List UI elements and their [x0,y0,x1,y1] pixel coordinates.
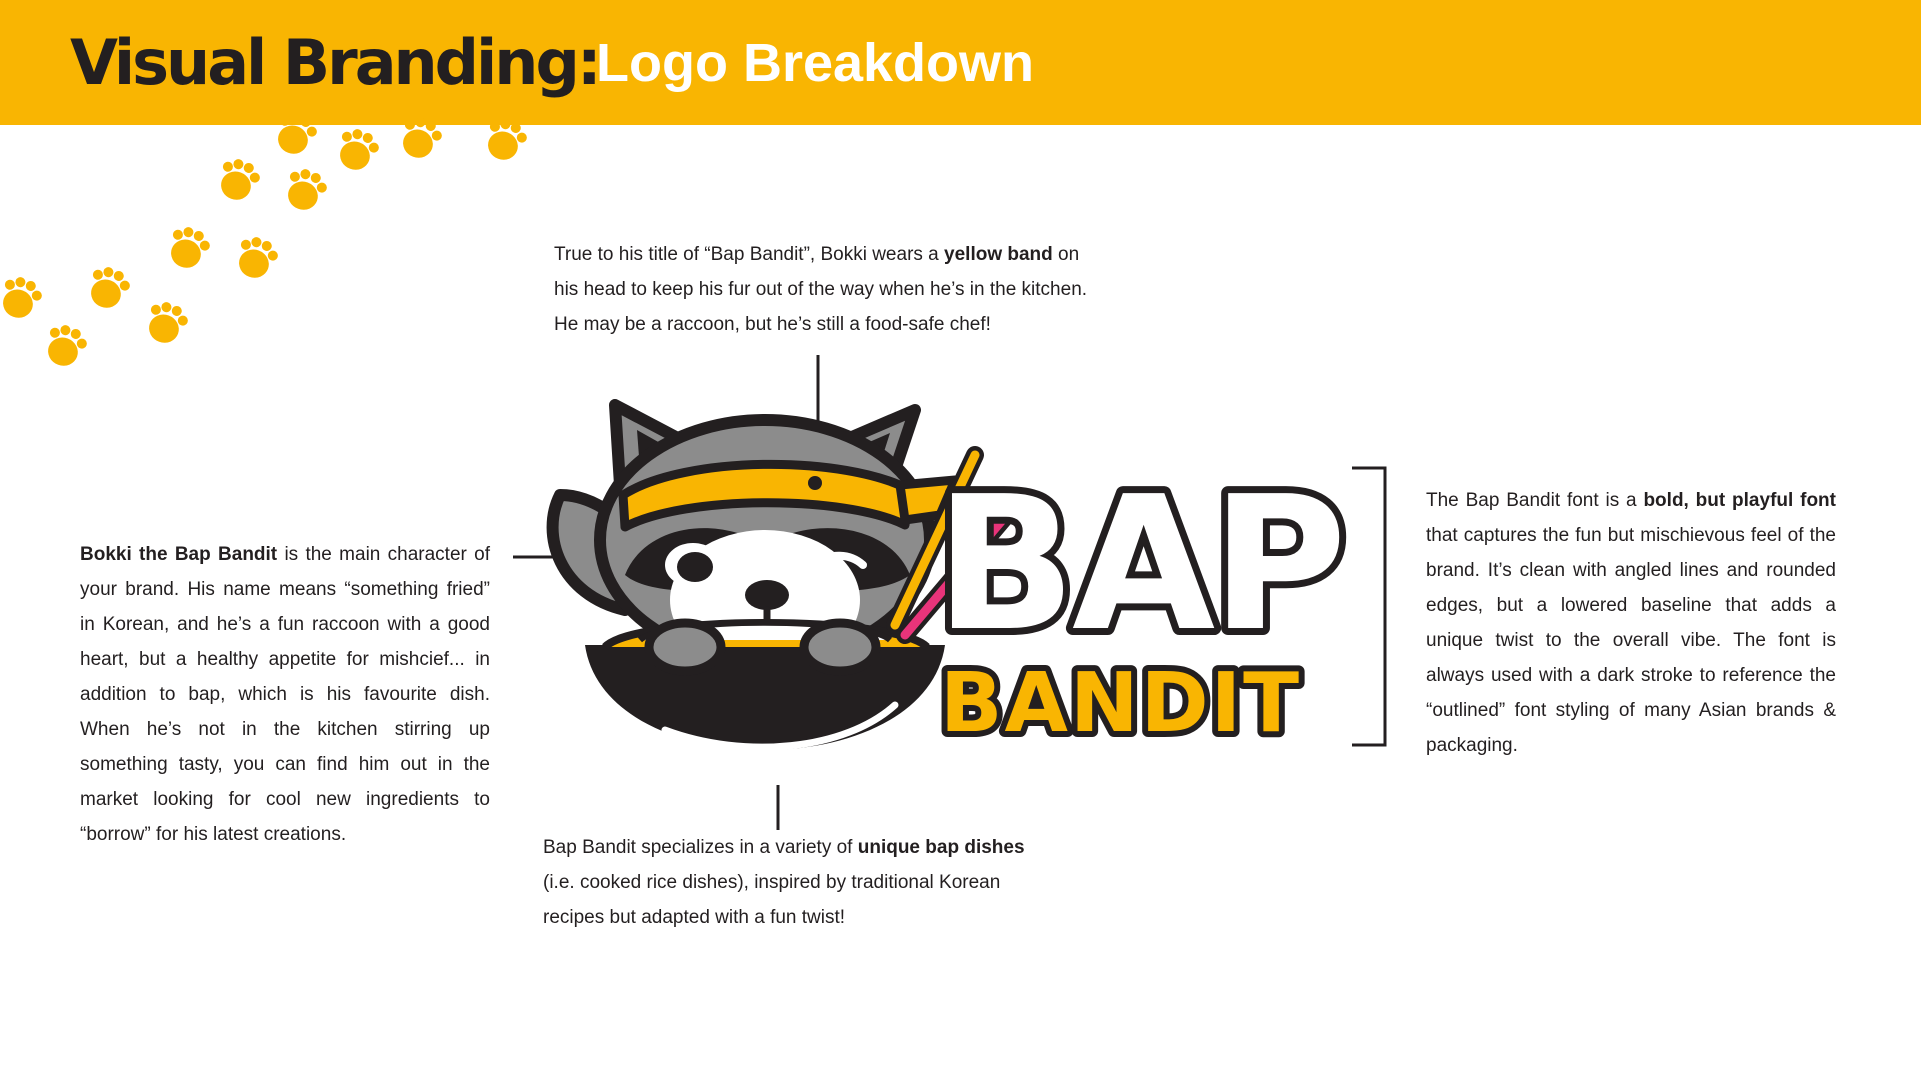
annotation-dishes-bold: unique bap dishes [857,837,1025,858]
annotation-character-post: is the main character of your brand. His name means “something fried” in Korean, and he’s a fun raccoon with a good heart, but a healthy appetite for mishcief... in addition to bap, which is his favourite dish. When he’s not in the kitchen stirring up something tasty, you can find him out in the market looking for cool new ingredients to “borrow” for his latest creations. [80,544,490,845]
page-title-light: Logo Breakdown [596,33,1035,93]
annotation-font [1426,483,1836,763]
annotation-headband-pre: True to his title of “Bap Bandit”, Bokki wears a [554,244,945,265]
annotation-font-post: that captures the fun but mischievous feel of the brand. It’s clean with angled lines and rounded edges, but a lowered baseline that adds a unique twist to the overall vibe. The font is always used with a dark stroke to reference the “outlined” font styling of many Asian brands & packaging. [1426,525,1836,756]
bap-bandit-logo [545,385,1365,795]
annotation-headband-post: on his head to keep his fur out of the way when he’s in the kitchen. He may be a raccoon, but he’s still a food-safe chef! [554,244,1088,335]
annotation-dishes-pre: Bap Bandit specializes in a variety of [543,837,858,858]
logo-word-bap: BAP [935,456,1343,672]
header-bar [0,0,1921,125]
annotation-headband-bold: yellow band [944,244,1053,265]
page-title-strong: Visual Branding: [70,26,599,99]
logo-word-bandit: BANDIT [940,656,1302,751]
annotation-font-bold: bold, but playful font [1643,490,1836,511]
annotation-font-pre: The Bap Bandit font is a [1426,490,1644,511]
paw-prints-decoration [0,118,540,378]
annotation-dishes [543,830,1043,935]
annotation-headband [554,237,1094,342]
annotation-character-bold: Bokki the Bap Bandit [80,544,278,565]
annotation-character [80,537,490,852]
annotation-dishes-post: (i.e. cooked rice dishes), inspired by traditional Korean recipes but adapted with a fun twist! [543,872,1001,928]
